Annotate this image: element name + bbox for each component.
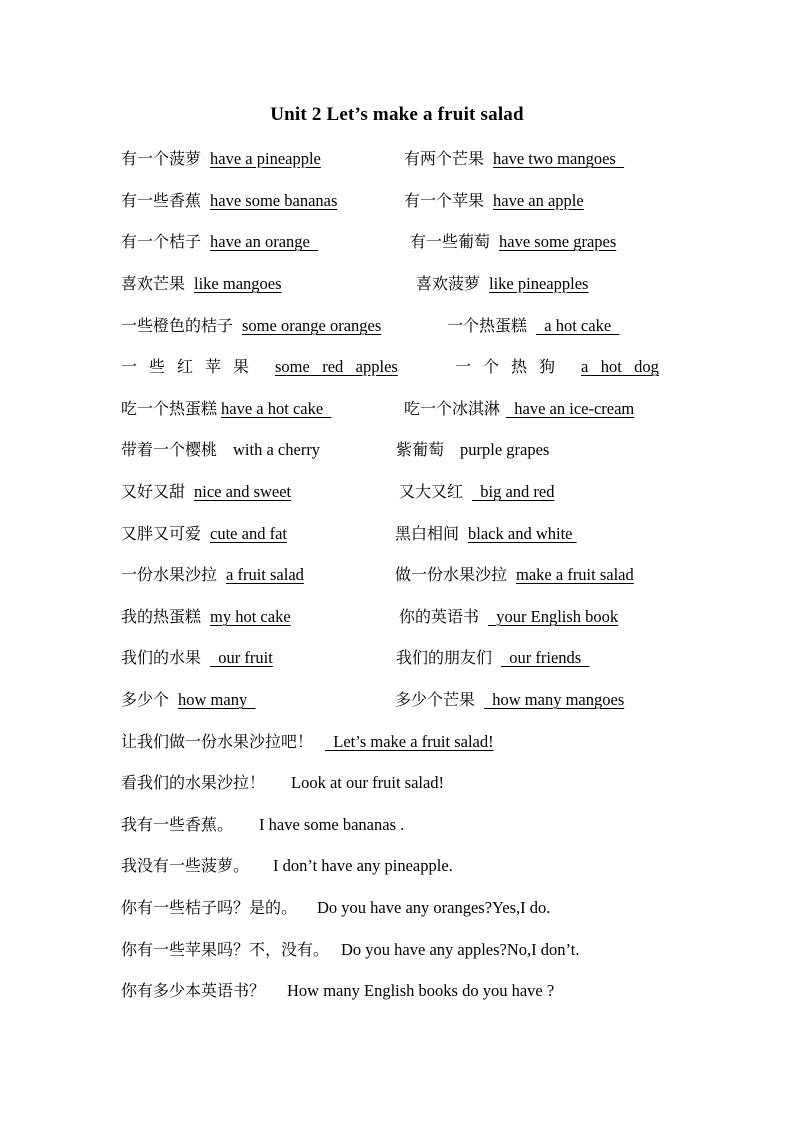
phrase-row: [121, 313, 721, 339]
phrase-en-answer: our fruit: [210, 648, 273, 667]
phrase-cn: 喜欢芒果: [121, 274, 186, 293]
phrase-cn: 一些橙色的桔子: [121, 316, 234, 335]
phrase-cn: 多少个芒果: [395, 690, 476, 709]
sentence-cn: 我没有一些菠萝。: [121, 856, 250, 875]
phrase-left: [121, 354, 398, 380]
sentence-row: [121, 812, 721, 838]
phrase-right: [396, 645, 589, 671]
phrase-row: [121, 687, 721, 713]
phrase-en-answer: my hot cake: [210, 607, 291, 626]
phrase-left: [121, 188, 337, 214]
phrase-cn: 有一个菠萝: [121, 149, 202, 168]
sentence-row: [121, 978, 721, 1004]
phrase-left: [121, 562, 304, 588]
phrase-en-answer: purple grapes: [460, 440, 550, 459]
phrase-en-answer: cute and fat: [210, 524, 287, 543]
phrase-en-answer: have some grapes: [499, 232, 617, 251]
phrase-en-answer: with a cherry: [233, 440, 321, 459]
sentence-cn: 看我们的水果沙拉！: [121, 773, 266, 792]
phrase-cn: 有一些香蕉: [121, 191, 202, 210]
phrase-en-answer: some red apples: [275, 357, 398, 376]
phrase-en-answer: some orange oranges: [242, 316, 382, 335]
phrase-en-answer: make a fruit salad: [516, 565, 634, 584]
phrase-cn: 黑白相间: [395, 524, 460, 543]
sentence-en-answer: Let’s make a fruit salad!: [325, 732, 494, 751]
phrase-right: [447, 313, 619, 339]
phrase-en-answer: how many mangoes: [484, 690, 625, 709]
sentence-en: Do you have any oranges?Yes,I do.: [317, 898, 551, 917]
phrase-en-answer: like mangoes: [194, 274, 282, 293]
phrase-right: [404, 188, 584, 214]
phrase-en-answer: have a pineapple: [210, 149, 321, 168]
phrase-right: [399, 604, 618, 630]
phrase-cn: 一些红苹果: [121, 357, 262, 376]
phrase-cn: 一个热蛋糕: [447, 316, 528, 335]
sentence-en: I don’t have any pineapple.: [273, 856, 453, 875]
phrase-left: [121, 437, 320, 463]
phrase-right: [396, 437, 549, 463]
phrase-row: [121, 645, 721, 671]
phrase-en-answer: have an orange: [210, 232, 319, 251]
phrase-right: [395, 687, 624, 713]
phrase-row: [121, 229, 721, 255]
phrase-row: [121, 146, 721, 172]
phrase-row: [121, 396, 721, 422]
sentence-en: I have some bananas .: [259, 815, 405, 834]
phrase-row: [121, 479, 721, 505]
phrase-cn: 有一个桔子: [121, 232, 202, 251]
phrase-en-answer: have an apple: [493, 191, 584, 210]
sentence-cn: 我有一些香蕉。: [121, 815, 234, 834]
phrase-cn: 又胖又可爱: [121, 524, 202, 543]
phrase-left: [121, 521, 287, 547]
phrase-cn: 有两个芒果: [404, 149, 485, 168]
phrase-en-answer: nice and sweet: [194, 482, 292, 501]
sentence-row: [121, 937, 721, 963]
phrase-row: [121, 521, 721, 547]
phrase-right: [395, 562, 634, 588]
phrase-cn: 我们的朋友们: [396, 648, 493, 667]
sentence-cn: 你有多少本英语书？: [121, 981, 266, 1000]
sentence-row: [121, 770, 721, 796]
phrase-right: [404, 396, 634, 422]
phrase-en-answer: how many: [178, 690, 256, 709]
phrase-right: [404, 146, 624, 172]
phrase-cn: 喜欢菠萝: [416, 274, 481, 293]
phrase-row: [121, 354, 721, 380]
phrase-cn: 有一个苹果: [404, 191, 485, 210]
sentence-row: [121, 729, 721, 755]
phrase-cn: 又好又甜: [121, 482, 186, 501]
phrase-en-answer: have an ice-cream: [506, 399, 635, 418]
phrase-en-answer: have some bananas: [210, 191, 338, 210]
phrase-left: [121, 645, 273, 671]
phrase-cn: 吃一个冰淇淋: [404, 399, 501, 418]
phrase-right: [416, 271, 588, 297]
phrase-row: [121, 271, 721, 297]
phrase-cn: 一个热狗: [455, 357, 568, 376]
phrase-left: [121, 146, 321, 172]
phrase-en-answer: like pineapples: [489, 274, 589, 293]
sentence-en: Do you have any apples?No,I don’t.: [341, 940, 580, 959]
phrase-row: [121, 562, 721, 588]
phrase-left: [121, 271, 282, 297]
phrase-right: [399, 479, 555, 505]
phrase-cn: 我们的水果: [121, 648, 202, 667]
phrase-cn: 吃一个热蛋糕: [121, 399, 218, 418]
phrase-row: [121, 604, 721, 630]
phrase-en-answer: your English book: [488, 607, 619, 626]
sentence-cn: 你有一些苹果吗？不，没有。: [121, 940, 330, 959]
phrase-left: [121, 229, 318, 255]
sentence-cn: 你有一些桔子吗？是的。: [121, 898, 298, 917]
phrase-right: [410, 229, 616, 255]
phrase-en-answer: a fruit salad: [226, 565, 304, 584]
phrase-row: [121, 437, 721, 463]
phrase-en-answer: have a hot cake: [221, 399, 332, 418]
phrase-left: [121, 687, 255, 713]
page-title: Unit 2 Let’s make a fruit salad: [270, 104, 524, 125]
phrase-cn: 有一些葡萄: [410, 232, 491, 251]
sentence-cn: 让我们做一份水果沙拉吧！: [121, 732, 314, 751]
phrase-en-answer: black and white: [468, 524, 577, 543]
phrase-cn: 带着一个樱桃: [121, 440, 218, 459]
phrase-left: [121, 479, 291, 505]
phrase-left: [121, 313, 381, 339]
phrase-right: [455, 354, 659, 380]
sentence-en: How many English books do you have ?: [287, 981, 555, 1000]
phrase-left: [121, 396, 331, 422]
phrase-cn: 做一份水果沙拉: [395, 565, 508, 584]
phrase-cn: 紫葡萄: [396, 440, 445, 459]
sentence-en: Look at our fruit salad!: [291, 773, 445, 792]
phrase-cn: 我的热蛋糕: [121, 607, 202, 626]
phrase-cn: 又大又红: [399, 482, 464, 501]
phrase-left: [121, 604, 291, 630]
phrase-cn: 多少个: [121, 690, 170, 709]
phrase-en-answer: have two mangoes: [493, 149, 625, 168]
phrase-cn: 一份水果沙拉: [121, 565, 218, 584]
phrase-right: [395, 521, 577, 547]
phrase-en-answer: big and red: [472, 482, 555, 501]
sentence-row: [121, 853, 721, 879]
phrase-row: [121, 188, 721, 214]
phrase-en-answer: a hot dog: [581, 357, 659, 376]
phrase-en-answer: our friends: [501, 648, 590, 667]
sentence-row: [121, 895, 721, 921]
phrase-en-answer: a hot cake: [536, 316, 620, 335]
phrase-cn: 你的英语书: [399, 607, 480, 626]
